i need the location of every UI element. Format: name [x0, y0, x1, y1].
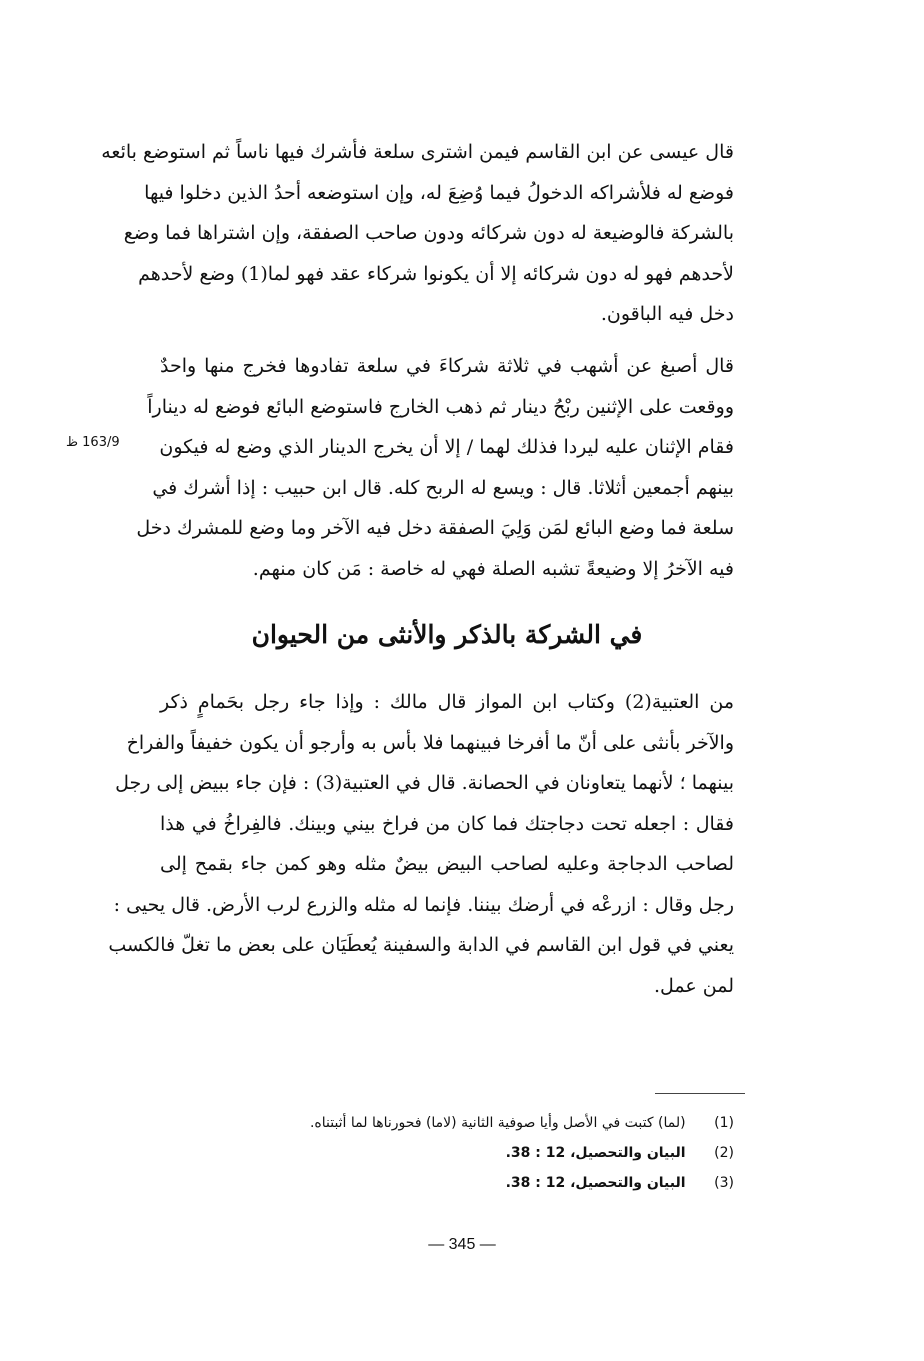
text-line: فقال : اجعله تحت دجاجتك فما كان من فراخ بيني وبينك. فالفِراخُ في هذا — [160, 812, 734, 835]
footnote-item — [160, 1108, 734, 1138]
text-line: فقام الإثنان عليه ليردا فذلك لهما / إلا أن يخرج الدينار الذي وضع له فيكون — [159, 436, 734, 458]
page-number: — 345 — — [428, 1236, 496, 1253]
footnote-number: (3) — [714, 1175, 734, 1191]
text-line: لصاحب الدجاجة وعليه لصاحب البيض بيضٌ مثله وهو كمن جاء بقمح إلى — [160, 853, 734, 875]
footnote-text: البيان والتحصيل، 12 : 38. — [505, 1175, 686, 1191]
text-line: ووقعت على الإثنين ربْحُ دينار ثم ذهب الخارج فاستوضع البائع فوضع له ديناراً — [147, 395, 734, 418]
text-line: فوضع له فلأشراكه الدخولُ فيما وُضِعَ له، وإن استوضعه أحدُ الذين دخلوا فيها — [144, 181, 734, 204]
text-line: بالشركة فالوضيعة له دون شركائه ودون صاحب الصفقة، وإن اشتراها فما وضع — [123, 222, 734, 244]
text-line: لمن عمل. — [653, 974, 734, 997]
text-line: لأحدهم فهو له دون شركائه إلا أن يكونوا شركاء عقد فهو لما(1) وضع لأحدهم — [138, 262, 734, 285]
footnote-item — [160, 1168, 734, 1198]
footnote-item — [160, 1138, 734, 1168]
text-line: دخل فيه الباقون. — [600, 303, 734, 325]
text-line: قال عيسى عن ابن القاسم فيمن اشترى سلعة فأشرك فيها ناساً ثم استوضع بائعه — [101, 141, 734, 163]
text-line: من العتبية(2) وكتاب ابن المواز قال مالك : وإذا جاء رجل بحَمامٍ ذكر — [160, 691, 734, 713]
text-line: فيه الآخرُ إلا وضيعةً تشبه الصلة فهي له خاصة : مَن كان منهم. — [252, 557, 734, 580]
text-line: والآخر بأنثى على أنّ ما أفرخا فبينهما فلا بأس به وأرجو أن يكون خفيفاً والفراخ — [126, 731, 734, 754]
text-line: بينهما ؛ لأنهما يتعاونان في الحصانة. قال في العتبية(3) : فإن جاء ببيض إلى رجل — [115, 772, 734, 794]
text-line: يعني في قول ابن القاسم في الدابة والسفينة يُعطَيَان على بعض ما تغلّ فالكسب — [108, 934, 734, 956]
text-line: بينهم أجمعين أثلاثا. قال : ويسع له الربح كله. قال ابن حبيب : إذا أشرك في — [152, 476, 734, 499]
footnote-text: البيان والتحصيل، 12 : 38. — [505, 1145, 686, 1161]
section-heading: في الشركة بالذكر والأنثى من الحيوان — [251, 620, 643, 649]
footnote-number: (2) — [714, 1145, 734, 1161]
text-line: قال أصبغ عن أشهب في ثلاثة شركاءَ في سلعة تفادوها فخرج منها واحدٌ — [160, 355, 734, 377]
footnote-text: (لما) كتبت في الأصل وأيا صوفية الثانية (لاما) فحورناها لما أثبتناه. — [309, 1115, 686, 1131]
paragraph-3 — [108, 682, 734, 1006]
footnote-divider — [655, 1093, 745, 1094]
paragraph-2 — [136, 346, 734, 589]
footnote-number: (1) — [714, 1115, 734, 1131]
marginal-manuscript-ref: 163/9 ظ — [66, 435, 120, 450]
footnotes — [160, 1108, 734, 1198]
paragraph-1 — [101, 132, 734, 335]
text-line: رجل وقال : ازرعْه في أرضك بيننا. فإنما له مثله والزرع لرب الأرض. قال يحيى : — [113, 893, 734, 916]
text-line: سلعة فما وضع البائع لمَن وَلِيَ الصفقة دخل فيه الآخر وما وضع للمشرك دخل — [136, 517, 734, 539]
